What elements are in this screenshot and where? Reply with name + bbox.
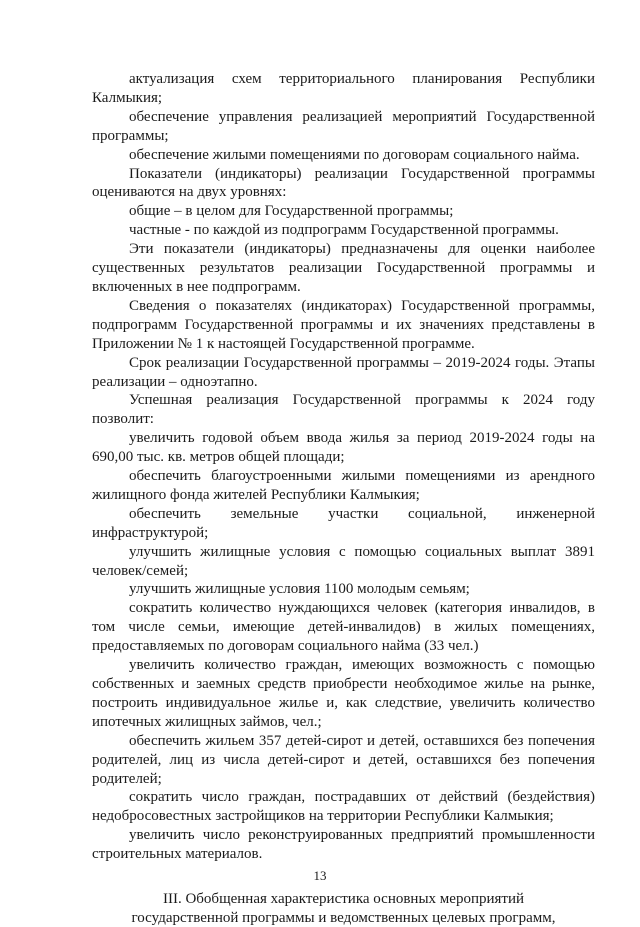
section-heading <box>92 890 595 927</box>
paragraph: общие – в целом для Государственной программы; <box>129 203 454 220</box>
section-heading-line: III. Обобщенная характеристика основных мероприятий <box>162 891 525 908</box>
paragraph: Срок реализации Государственной программы – 2019-2024 годы. Этапы реализации – одноэтапно. <box>92 354 595 390</box>
paragraph: Успешная реализация Государственной программы к 2024 году позволит: <box>92 392 595 428</box>
paragraph: улучшить жилищные условия 1100 молодым семьям; <box>129 581 470 598</box>
paragraph: обеспечение управления реализацией мероприятий Государственной программы; <box>92 108 595 144</box>
paragraph: частные - по каждой из подпрограмм Государственной программы. <box>129 222 559 239</box>
paragraph: обеспечить земельные участки социальной, инженерной инфраструктурой; <box>92 505 595 541</box>
paragraph: Показатели (индикаторы) реализации Государственной программы оцениваются на двух уровнях: <box>92 165 595 201</box>
paragraph: обеспечение жилыми помещениями по договорам социального найма. <box>129 146 580 163</box>
paragraph: Сведения о показателях (индикаторах) Государственной программы, подпрограмм Государственной программы и их значениях представлены в Приложении № 1 к настоящей Государственной программе. <box>92 297 595 352</box>
paragraph: обеспечить благоустроенными жилыми помещениями из арендного жилищного фонда жителей Республики Калмыкия; <box>92 468 595 503</box>
paragraph: сократить число граждан, пострадавших от действий (бездействия) недобросовестных застройщиков на территории Республики Калмыкия; <box>92 789 595 825</box>
paragraph: сократить количество нуждающихся человек (категория инвалидов, в том числе семьи, имеющие детей-инвалидов) в жилых помещениях, предоставляемых по договорам социального найма (33 чел.) <box>92 600 595 655</box>
paragraph: обеспечить жильем 357 детей-сирот и детей, оставшихся без попечения родителей, лиц из числа детей-сирот и детей, оставшихся без попечения родителей; <box>92 732 595 787</box>
section-heading-line: государственной программы и ведомственных целевых программ, <box>131 909 556 926</box>
body-text <box>92 70 595 927</box>
paragraph: улучшить жилищные условия с помощью социальных выплат 3891 человек/семей; <box>92 543 595 579</box>
paragraph: увеличить число реконструированных предприятий промышленности строительных материалов. <box>92 827 595 863</box>
page-number: 13 <box>313 868 327 883</box>
paragraph: Эти показатели (индикаторы) предназначены для оценки наиболее существенных результатов реализации Государственной программы и включенных в нее подпрограмм. <box>92 241 595 295</box>
paragraph: актуализация схем территориального планирования Республики Калмыкия; <box>92 71 595 106</box>
paragraph: увеличить количество граждан, имеющих возможность с помощью собственных и заемных средств приобрести необходимое жилье на рынке, построить индивидуальное жилье и, как следствие, увеличить количество ипотечных жилищных займов, чел.; <box>92 657 595 730</box>
paragraph: увеличить годовой объем ввода жилья за период 2019-2024 годы на 690,00 тыс. кв. метров общей площади; <box>92 430 595 466</box>
